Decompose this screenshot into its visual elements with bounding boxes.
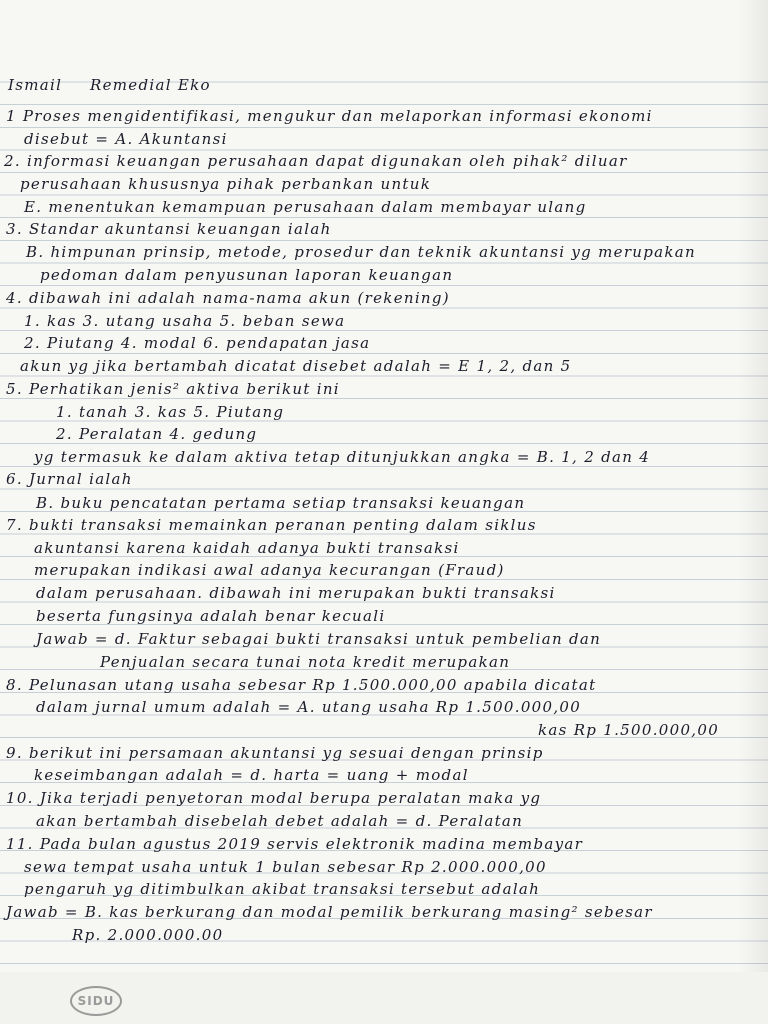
text-line: Penjualan secara tunai nota kredit merupakan [100,653,511,671]
text-line: B. himpunan prinsip, metode, prosedur dan teknik akuntansi yg merupakan [26,243,696,261]
text-line: yg termasuk ke dalam aktiva tetap ditunjukkan angka = B. 1, 2 dan 4 [34,448,651,466]
text-line: E. menentukan kemampuan perusahaan dalam membayar ulang [24,198,587,216]
text-line: 11. Pada bulan agustus 2019 servis elektronik madina membayar [6,835,584,853]
text-line: Jawab = d. Faktur sebagai bukti transaksi untuk pembelian dan [36,630,602,648]
text-line: 9. berikut ini persamaan akuntansi yg sesuai dengan prinsip [6,744,544,762]
header-name: Ismail [8,76,63,94]
text-line: Jawab = B. kas berkurang dan modal pemilik berkurang masing² sebesar [6,903,653,921]
text-line: perusahaan khususnya pihak perbankan untuk [20,175,432,193]
page-top-margin [0,0,768,64]
text-line: 6. Jurnal ialah [6,470,133,488]
text-line: Rp. 2.000.000.00 [72,926,224,944]
text-line: 4. dibawah ini adalah nama-nama akun (rekening) [6,289,450,307]
text-line: beserta fungsinya adalah benar kecuali [36,607,386,625]
page-edge-shadow [738,0,768,1024]
text-line: pedoman dalam penyusunan laporan keuangan [40,266,454,284]
text-line: 2. Peralatan 4. gedung [56,425,258,443]
text-line: B. buku pencatatan pertama setiap transaksi keuangan [36,494,526,512]
text-line: 10. Jika terjadi penyetoran modal berupa peralatan maka yg [6,789,542,807]
sidu-logo: SIDU [70,986,122,1016]
text-line: 8. Pelunasan utang usaha sebesar Rp 1.500.000,00 apabila dicatat [6,676,597,694]
text-line: 1 Proses mengidentifikasi, mengukur dan melaporkan informasi ekonomi [6,107,653,125]
text-line: disebut = A. Akuntansi [24,130,228,148]
text-line: 2. Piutang 4. modal 6. pendapatan jasa [24,334,371,352]
text-line: pengaruh yg ditimbulkan akibat transaksi tersebut adalah [24,880,541,898]
text-line: dalam perusahaan. dibawah ini merupakan bukti transaksi [36,584,556,602]
text-line: 7. bukti transaksi memainkan peranan penting dalam siklus [6,516,537,534]
text-line: 2. informasi keuangan perusahaan dapat digunakan oleh pihak² diluar [4,152,628,170]
text-line: merupakan indikasi awal adanya kecurangan (Fraud) [34,561,505,579]
text-line: dalam jurnal umum adalah = A. utang usaha Rp 1.500.000,00 [36,698,582,716]
text-line: 5. Perhatikan jenis² aktiva berikut ini [6,380,340,398]
text-line: kas Rp 1.500.000,00 [538,721,720,739]
text-line: 1. kas 3. utang usaha 5. beban sewa [24,312,346,330]
text-line: akuntansi karena kaidah adanya bukti transaksi [34,539,460,557]
text-line: akan bertambah disebelah debet adalah = d. Peralatan [36,812,524,830]
text-line: akun yg jika bertambah dicatat disebet adalah = E 1, 2, dan 5 [20,357,572,375]
text-line: sewa tempat usaha untuk 1 bulan sebesar Rp 2.000.000,00 [24,858,547,876]
header-subject: Remedial Eko [90,76,211,94]
text-line: 1. tanah 3. kas 5. Piutang [56,403,285,421]
text-line: 3. Standar akuntansi keuangan ialah [6,220,332,238]
text-line: keseimbangan adalah = d. harta = uang + modal [34,766,469,784]
